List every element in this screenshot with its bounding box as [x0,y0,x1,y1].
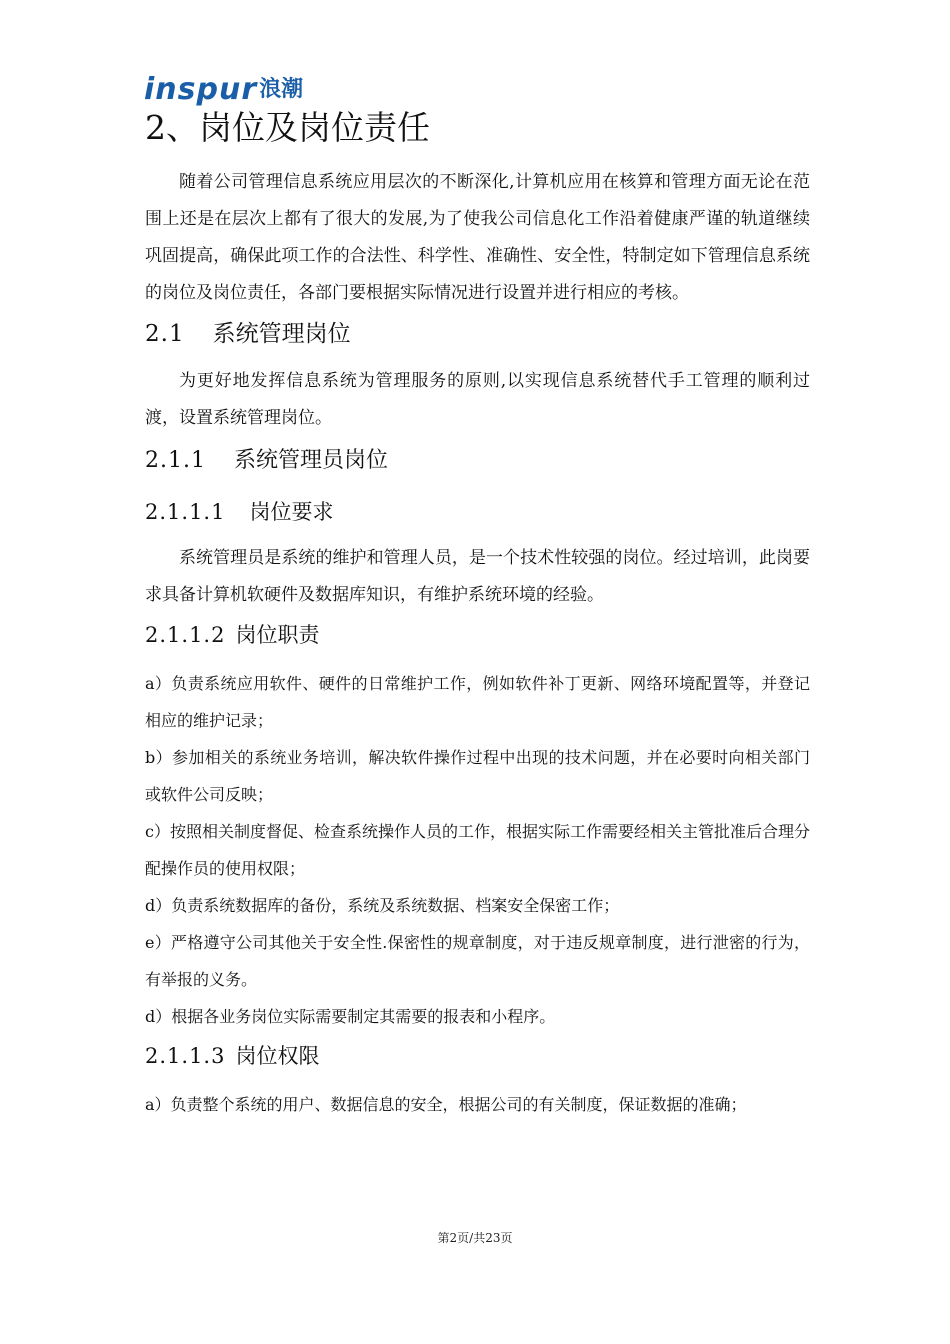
heading-2-1-1-1-title: 岗位要求 [249,500,334,524]
duties-list [145,665,810,1035]
document-body [145,106,810,1123]
list-item: b）参加相关的系统业务培训，解决软件操作过程中出现的技术问题，并在必要时向相关部门或软件公司反映； [145,748,810,804]
list-item: d）负责系统数据库的备份，系统及系统数据、档案安全保密工作； [145,896,620,915]
heading-2-1 [145,318,810,350]
page-footer: 第2页/共23页 [437,1231,513,1245]
intro-paragraph: 随着公司管理信息系统应用层次的不断深化,计算机应用在核算和管理方面无论在范围上还是在层次上都有了很大的发展,为了使我公司信息化工作沿着健康严谨的轨道继续巩固提高，确保此项工作的合法性、科学性、准确性、安全性，特制定如下管理信息系统的岗位及岗位责任，各部门要根据实际情况进行设置并进行相应的考核。 [145,172,810,303]
logo-text-en: inspur [144,72,258,107]
section-2-1-paragraph: 为更好地发挥信息系统为管理服务的原则,以实现信息系统替代手工管理的顺利过渡，设置系统管理岗位。 [145,371,810,428]
section-2-1-1-1-paragraph: 系统管理员是系统的维护和管理人员，是一个技术性较强的岗位。经过培训，此岗要求具备计算机软硬件及数据库知识，有维护系统环境的经验。 [145,548,810,605]
heading-2-1-number: 2.1 [145,321,185,347]
list-item: d）根据各业务岗位实际需要制定其需要的报表和小程序。 [145,1007,556,1026]
heading-2-1-1-2 [145,620,810,650]
heading-2-1-1-1-number: 2.1.1.1 [145,500,226,524]
list-item: a）负责整个系统的用户、数据信息的安全，根据公司的有关制度，保证数据的准确； [145,1095,747,1114]
list-item: e）严格遵守公司其他关于安全性.保密性的规章制度，对于违反规章制度，进行泄密的行为，有举报的义务。 [145,933,810,989]
heading-2-1-1-2-title: 岗位职责 [235,623,320,647]
heading-2-1-title: 系统管理岗位 [212,321,351,347]
permissions-list [145,1086,810,1123]
heading-2-1-1-number: 2.1.1 [145,448,206,473]
logo-text-cn: 浪潮 [259,77,304,102]
list-item: c）按照相关制度督促、检查系统操作人员的工作，根据实际工作需要经相关主管批准后合理分配操作员的使用权限； [145,822,810,878]
heading-2-1-1-3-title: 岗位权限 [235,1044,320,1068]
heading-2-1-1-1 [145,497,810,527]
heading-2-1-1 [145,445,810,477]
list-item: a）负责系统应用软件、硬件的日常维护工作，例如软件补丁更新、网络环境配置等，并登记相应的维护记录； [145,674,810,730]
inspur-logo [144,70,303,110]
heading-2-1-1-3 [145,1041,810,1071]
document-title: 2、岗位及岗位责任 [145,108,430,147]
heading-2-1-1-3-number: 2.1.1.3 [145,1044,226,1068]
heading-2-1-1-2-number: 2.1.1.2 [145,623,226,647]
heading-2-1-1-title: 系统管理员岗位 [233,448,388,473]
